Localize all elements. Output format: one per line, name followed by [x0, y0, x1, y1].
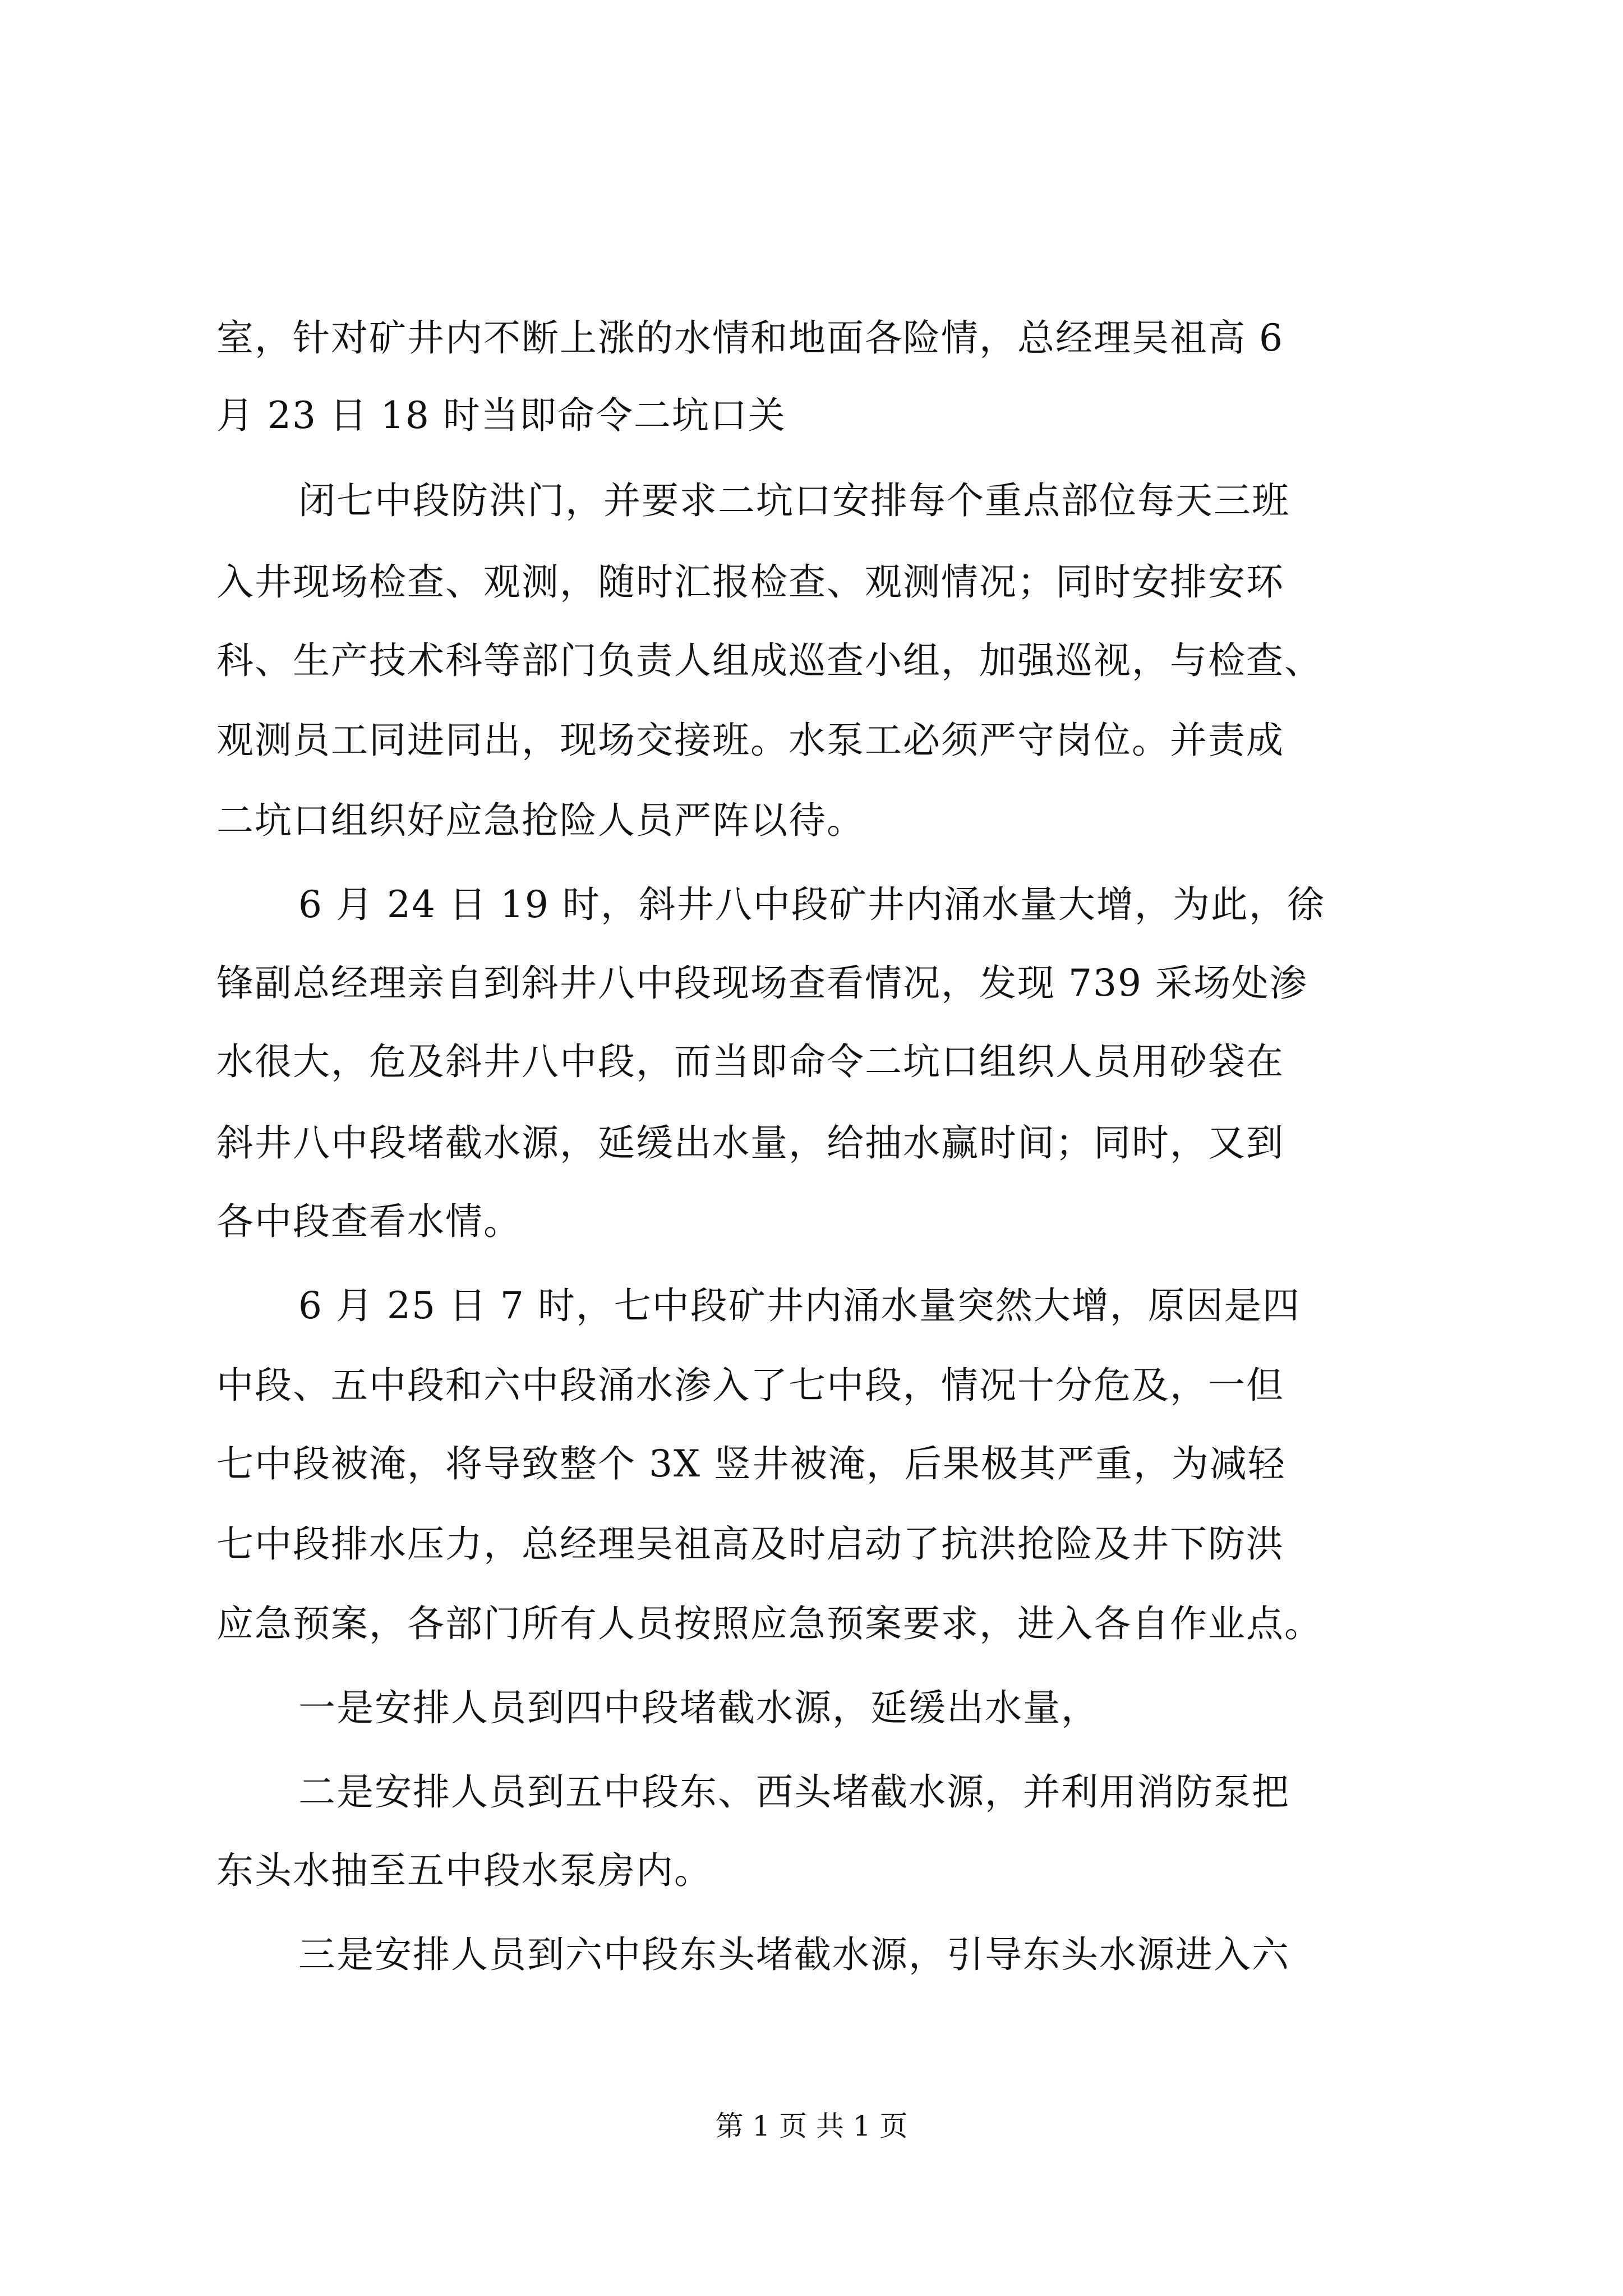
text-line: 入井现场检查、观测，随时汇报检查、观测情况；同时安排安环	[216, 560, 1284, 604]
page-number-footer: 第 1 页 共 1 页	[715, 2110, 908, 2142]
text-line: 应急预案，各部门所有人员按照应急预案要求，进入各自作业点。	[216, 1602, 1322, 1645]
paragraph-first-line: 三是安排人员到六中段东头堵截水源，引导东头水源进入六	[298, 1933, 1290, 1976]
text-line: 东头水抽至五中段水泵房内。	[216, 1849, 712, 1892]
paragraph-first-line: 一是安排人员到四中段堵截水源，延缓出水量，	[298, 1686, 1099, 1729]
text-line: 中段、五中段和六中段涌水渗入了七中段，情况十分危及，一但	[216, 1364, 1284, 1407]
text-line: 斜井八中段堵截水源，延缓出水量，给抽水赢时间；同时，又到	[216, 1121, 1284, 1165]
text-line: 各中段查看水情。	[216, 1200, 522, 1243]
text-line: 科、生产技术科等部门负责人组成巡查小组，加强巡视，与检查、	[216, 639, 1322, 682]
text-line: 二坑口组织好应急抢险人员严阵以待。	[216, 799, 865, 842]
paragraph-first-line: 闭七中段防洪门，并要求二坑口安排每个重点部位每天三班	[298, 479, 1290, 522]
paragraph-first-line: 6 月 25 日 7 时，七中段矿井内涌水量突然大增，原因是四	[298, 1284, 1301, 1327]
text-line: 观测员工同进同出，现场交接班。水泵工必须严守岗位。并责成	[216, 719, 1284, 762]
paragraph-first-line: 二是安排人员到五中段东、西头堵截水源，并利用消防泵把	[298, 1770, 1290, 1814]
text-line: 锋副总经理亲自到斜井八中段现场查看情况，发现 739 采场处渗	[216, 961, 1308, 1005]
text-line: 月 23 日 18 时当即命令二坑口关	[216, 394, 786, 437]
text-line: 水很大，危及斜井八中段，而当即命令二坑口组织人员用砂袋在	[216, 1040, 1284, 1083]
text-line: 七中段被淹，将导致整个 3X 竖井被淹，后果极其严重，为减轻	[216, 1442, 1286, 1485]
paragraph-first-line: 6 月 24 日 19 时，斜井八中段矿井内涌水量大增，为此，徐	[298, 883, 1325, 926]
text-line: 七中段排水压力，总经理吴祖高及时启动了抗洪抢险及井下防洪	[216, 1522, 1284, 1566]
text-line: 室，针对矿井内不断上涨的水情和地面各险情，总经理吴祖高 6	[216, 316, 1284, 360]
